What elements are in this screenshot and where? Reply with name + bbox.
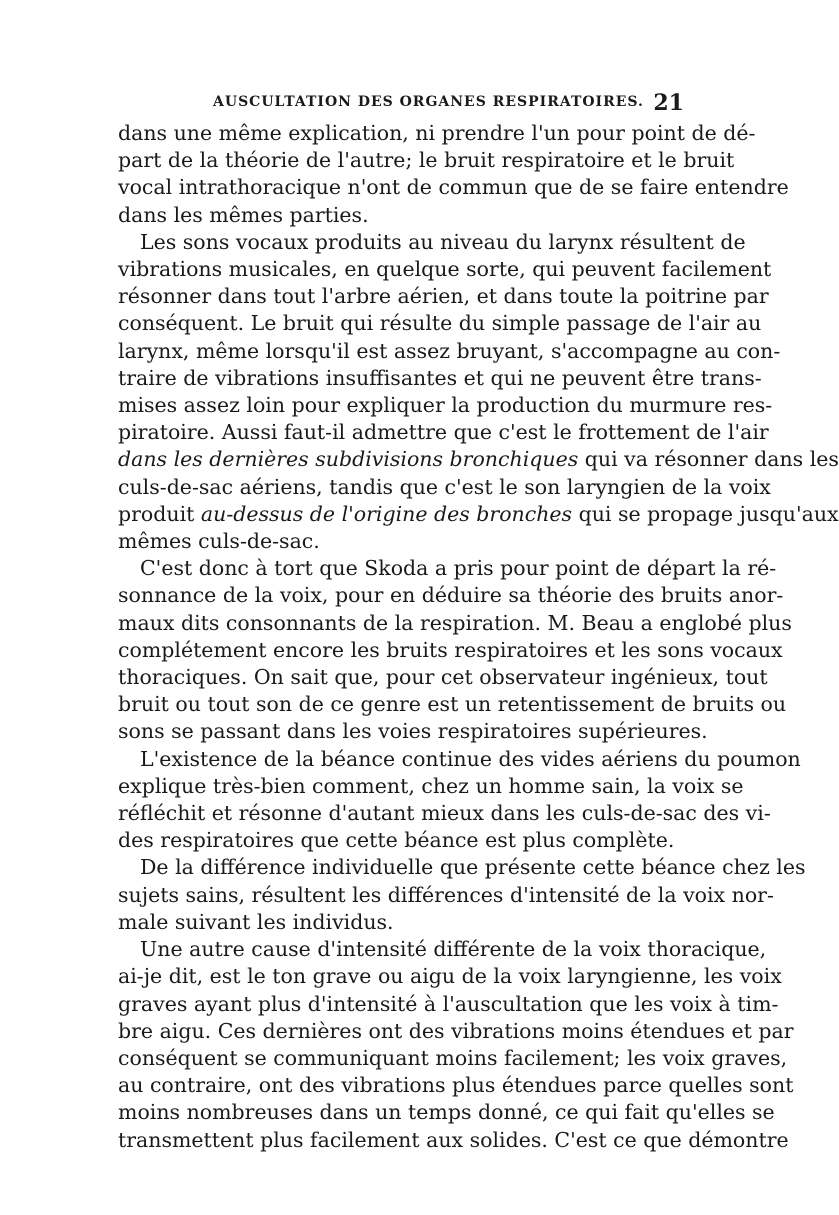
text-line: sons se passant dans les voies respiratoires supérieures. bbox=[118, 719, 708, 744]
text-run: produit bbox=[118, 501, 201, 526]
text-line: thoraciques. On sait que, pour cet observateur ingénieux, tout bbox=[118, 665, 768, 690]
text-line: Une autre cause d'intensité différente de la voix thoracique, bbox=[140, 937, 767, 962]
text-line: moins nombreuses dans un temps donné, ce qui fait qu'elles se bbox=[118, 1100, 775, 1125]
text-line: culs-de-sac aériens, tandis que c'est le son laryngien de la voix bbox=[118, 474, 771, 499]
text-line: C'est donc à tort que Skoda a pris pour point de départ la ré- bbox=[140, 556, 777, 581]
text-line: piratoire. Aussi faut-il admettre que c'est le frottement de l'air bbox=[118, 420, 769, 445]
text-line: dans les mêmes parties. bbox=[118, 202, 369, 227]
text-line: au contraire, ont des vibrations plus étendues parce quelles sont bbox=[118, 1073, 794, 1098]
text-line: mêmes culs-de-sac. bbox=[118, 529, 320, 554]
text-line: graves ayant plus d'intensité à l'auscultation que les voix à tim- bbox=[118, 991, 779, 1016]
text-line: vibrations musicales, en quelque sorte, qui peuvent facilement bbox=[118, 257, 772, 282]
body-text bbox=[118, 120, 839, 1154]
text-line: bruit ou tout son de ce genre est un retentissement de bruits ou bbox=[118, 692, 787, 717]
text-run: qui se propage jusqu'aux bbox=[572, 501, 839, 526]
text-line: réfléchit et résonne d'autant mieux dans les culs-de-sac des vi- bbox=[118, 801, 771, 826]
text-line: complétement encore les bruits respiratoires et les sons vocaux bbox=[118, 637, 783, 662]
text-line: larynx, même lorsqu'il est assez bruyant, s'accompagne au con- bbox=[118, 338, 781, 363]
text-line: sujets sains, résultent les différences d'intensité de la voix nor- bbox=[118, 882, 774, 907]
text-line: transmettent plus facilement aux solides. C'est ce que démontre bbox=[118, 1127, 789, 1152]
text-line: De la différence individuelle que présente cette béance chez les bbox=[140, 855, 806, 880]
text-line: conséquent. Le bruit qui résulte du simple passage de l'air au bbox=[118, 311, 762, 336]
text-line bbox=[118, 446, 839, 473]
text-line: maux dits consonnants de la respiration. M. Beau a englobé plus bbox=[118, 610, 792, 635]
text-line: sonnance de la voix, pour en déduire sa théorie des bruits anor- bbox=[118, 583, 784, 608]
italic-phrase: au-dessus de l'origine des bronches bbox=[200, 501, 573, 526]
text-line: mises assez loin pour expliquer la production du murmure res- bbox=[118, 393, 773, 418]
running-head bbox=[118, 92, 684, 122]
text-line bbox=[118, 501, 839, 528]
text-line: Les sons vocaux produits au niveau du larynx résultent de bbox=[140, 229, 746, 254]
chapter-title: AUSCULTATION DES ORGANES RESPIRATOIRES. bbox=[213, 94, 644, 110]
text-line: résonner dans tout l'arbre aérien, et dans toute la poitrine par bbox=[118, 284, 769, 309]
text-line: traire de vibrations insuffisantes et qui ne peuvent être trans- bbox=[118, 365, 762, 390]
text-line: bre aigu. Ces dernières ont des vibrations moins étendues et par bbox=[118, 1018, 794, 1043]
text-line: L'existence de la béance continue des vides aériens du poumon bbox=[140, 746, 801, 771]
text-line: ai-je dit, est le ton grave ou aigu de la voix laryngienne, les voix bbox=[118, 964, 782, 989]
text-line: vocal intrathoracique n'ont de commun que de se faire entendre bbox=[118, 175, 789, 200]
text-line: des respiratoires que cette béance est plus complète. bbox=[118, 828, 675, 853]
text-line: explique très-bien comment, chez un homme sain, la voix se bbox=[118, 773, 744, 798]
text-line: male suivant les individus. bbox=[118, 909, 394, 934]
page-number: 21 bbox=[653, 90, 684, 116]
text-line: part de la théorie de l'autre; le bruit respiratoire et le bruit bbox=[118, 148, 735, 173]
text-line: conséquent se communiquant moins facilement; les voix graves, bbox=[118, 1045, 788, 1070]
italic-phrase: dans les dernières subdivisions bronchiques bbox=[118, 447, 579, 472]
text-run: qui va résonner dans les bbox=[578, 447, 839, 472]
text-line: dans une même explication, ni prendre l'un pour point de dé- bbox=[118, 121, 756, 145]
